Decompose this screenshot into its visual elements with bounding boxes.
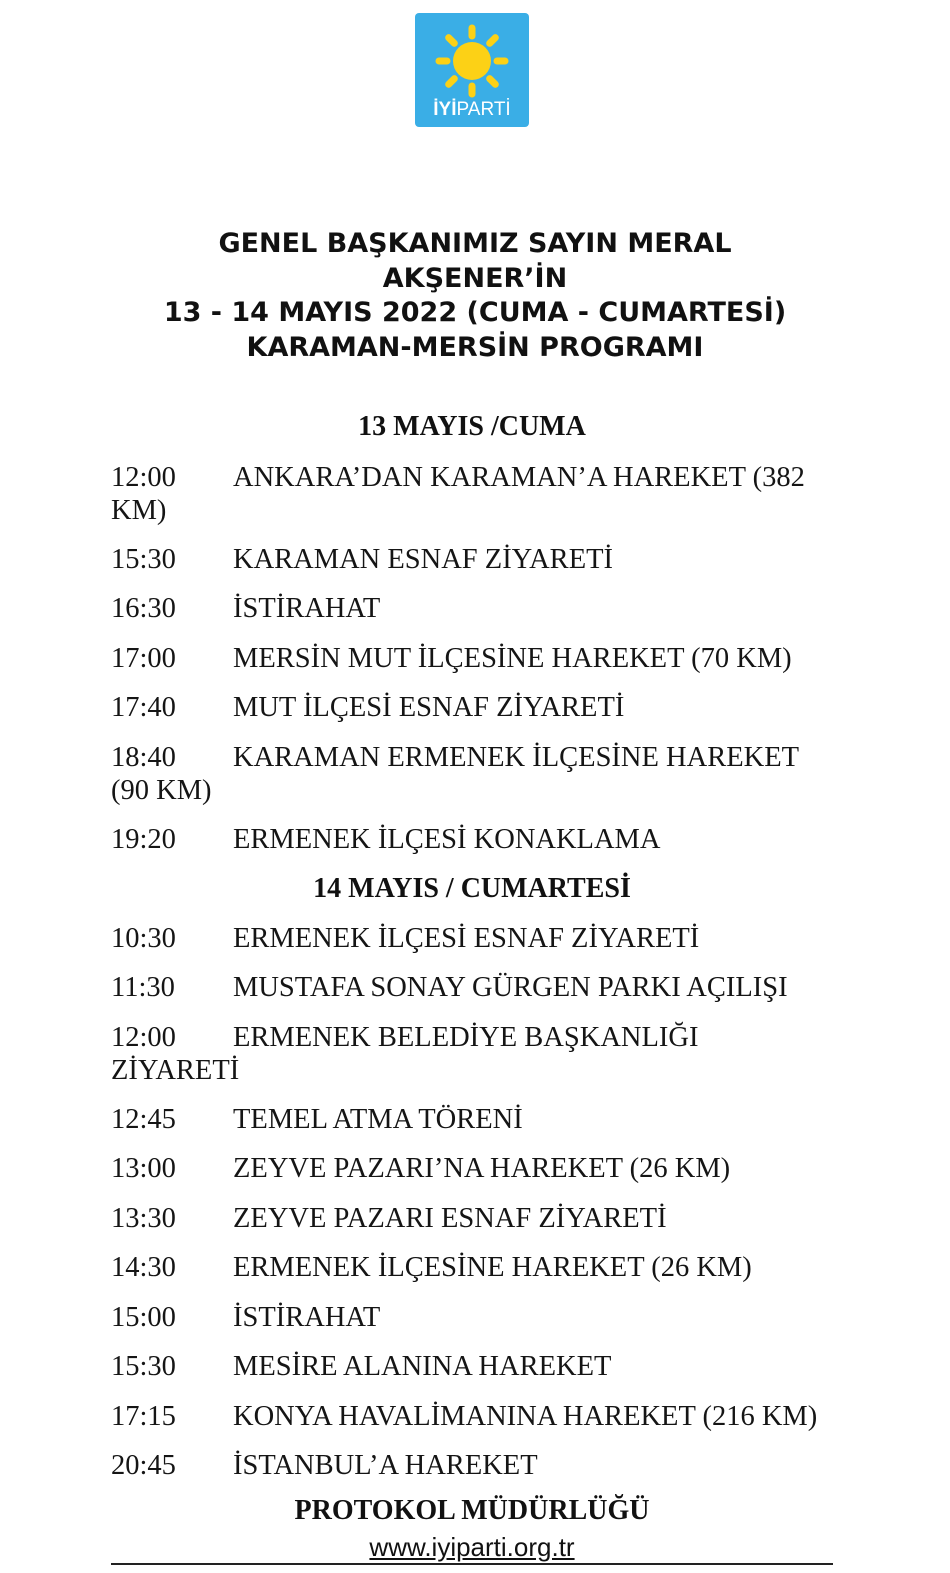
entry-time: 13:30: [111, 1203, 176, 1234]
entry-text: İSTİRAHAT: [233, 1302, 381, 1333]
entry-text: ZEYVE PAZARI’NA HAREKET (26 KM): [233, 1153, 731, 1184]
logo-wordmark: İYİPARTİ: [433, 99, 511, 120]
entry-time: 18:40: [111, 742, 176, 773]
entry-text: MUSTAFA SONAY GÜRGEN PARKI AÇILIŞI: [233, 972, 788, 1003]
entry-text: ZEYVE PAZARI ESNAF ZİYARETİ: [233, 1203, 667, 1234]
day-heading: 14 MAYIS / CUMARTESİ: [313, 873, 631, 904]
entry-time: 14:30: [111, 1252, 176, 1283]
schedule-entry: [111, 1202, 831, 1235]
entry-time: 17:00: [111, 643, 176, 674]
entry-time: 15:30: [111, 1351, 176, 1382]
entry-text-cont: KM): [111, 495, 167, 526]
entry-text-cont: ZİYARETİ: [111, 1055, 240, 1086]
schedule-entry: [111, 1021, 831, 1087]
schedule-entry: [111, 1103, 831, 1136]
party-logo: [415, 13, 529, 127]
schedule-entry: [111, 592, 831, 625]
entry-time: 12:00: [111, 1022, 176, 1053]
entry-text: İSTİRAHAT: [233, 593, 381, 624]
entry-time: 12:00: [111, 462, 176, 493]
entry-text: ANKARA’DAN KARAMAN’A HAREKET (382: [233, 462, 805, 493]
schedule-entry: [111, 461, 831, 527]
entry-time: 16:30: [111, 593, 176, 624]
schedule-entry: [111, 922, 831, 955]
entry-time: 15:00: [111, 1302, 176, 1333]
entry-text: KARAMAN ESNAF ZİYARETİ: [233, 544, 614, 575]
protocol-signature: PROTOKOL MÜDÜRLÜĞÜ: [294, 1495, 650, 1526]
schedule-entry: [111, 1301, 831, 1334]
schedule-entry: [111, 1251, 831, 1284]
schedule-entry: [111, 1449, 831, 1482]
document-title: [60, 227, 890, 365]
entry-time: 11:30: [111, 972, 175, 1003]
entry-text-cont: (90 KM): [111, 775, 212, 806]
schedule-entry: [111, 1350, 831, 1383]
entry-text: MUT İLÇESİ ESNAF ZİYARETİ: [233, 692, 625, 723]
sun-ray: [490, 38, 496, 44]
schedule-entry: [111, 543, 831, 576]
schedule-entry: [111, 971, 831, 1004]
entry-text: İSTANBUL’A HAREKET: [233, 1450, 538, 1481]
schedule-entry: [111, 823, 831, 856]
schedule-entry: [111, 691, 831, 724]
entry-text: MERSİN MUT İLÇESİNE HAREKET (70 KM): [233, 643, 792, 674]
title-line: AKŞENER’İN: [382, 262, 568, 294]
website-link[interactable]: www.iyiparti.org.tr: [369, 1532, 575, 1562]
entry-time: 12:45: [111, 1104, 176, 1135]
entry-time: 17:15: [111, 1401, 176, 1432]
title-line: 13 - 14 MAYIS 2022 (CUMA - CUMARTESİ): [163, 297, 787, 328]
entry-text: MESİRE ALANINA HAREKET: [233, 1351, 612, 1382]
schedule-entry: [111, 1152, 831, 1185]
title-line: GENEL BAŞKANIMIZ SAYIN MERAL: [218, 228, 732, 259]
entry-text: ERMENEK İLÇESİ KONAKLAMA: [233, 824, 661, 855]
day-heading: 13 MAYIS /CUMA: [358, 411, 586, 442]
entry-time: 20:45: [111, 1450, 176, 1481]
schedule-entry: [111, 642, 831, 675]
entry-text: KONYA HAVALİMANINA HAREKET (216 KM): [233, 1401, 818, 1432]
entry-time: 10:30: [111, 923, 176, 954]
entry-time: 17:40: [111, 692, 176, 723]
entry-time: 19:20: [111, 824, 176, 855]
sun-ray: [490, 79, 496, 85]
entry-text: ERMENEK BELEDİYE BAŞKANLIĞI: [233, 1022, 699, 1053]
schedule-entry: [111, 741, 831, 807]
entry-text: ERMENEK İLÇESİNE HAREKET (26 KM): [233, 1252, 752, 1283]
entry-text: KARAMAN ERMENEK İLÇESİNE HAREKET: [233, 742, 800, 773]
entry-text: TEMEL ATMA TÖRENİ: [233, 1104, 523, 1135]
entry-time: 15:30: [111, 544, 176, 575]
sun-ray: [449, 38, 455, 44]
title-line: KARAMAN-MERSİN PROGRAMI: [246, 331, 704, 363]
entry-text: ERMENEK İLÇESİ ESNAF ZİYARETİ: [233, 923, 700, 954]
schedule-entry: [111, 1400, 831, 1433]
entry-time: 13:00: [111, 1153, 176, 1184]
sun-ray: [449, 79, 455, 85]
footer-divider: [111, 1563, 833, 1565]
